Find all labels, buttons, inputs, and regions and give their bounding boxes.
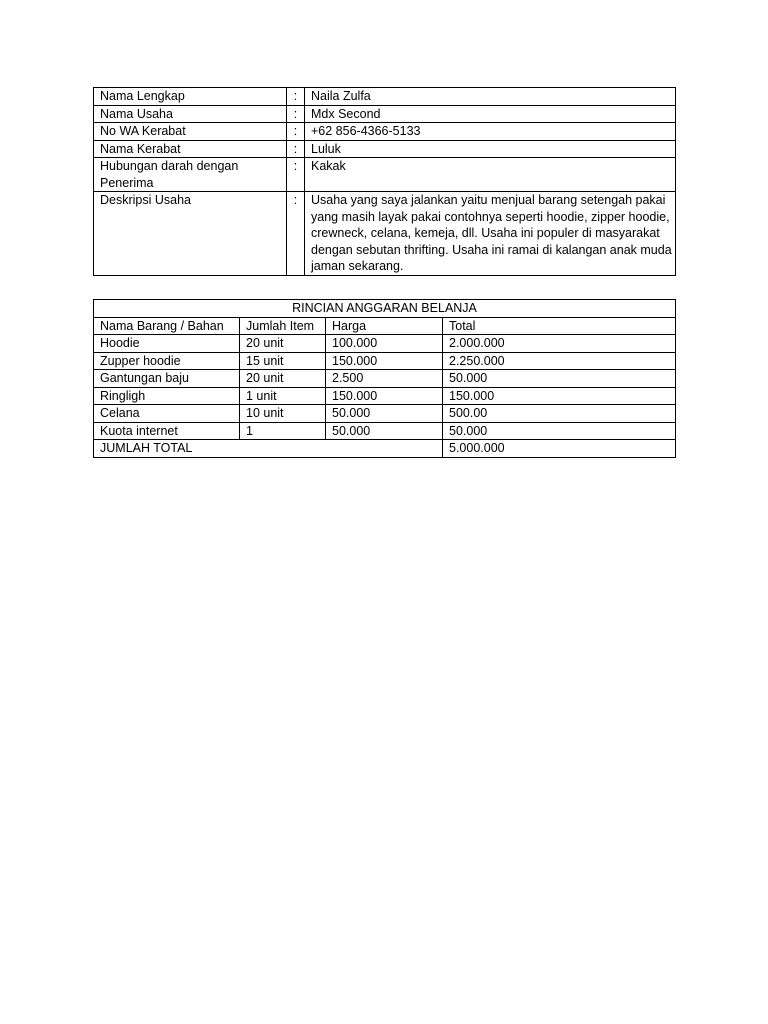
table-row bbox=[94, 370, 676, 388]
item-price: 50.000 bbox=[326, 422, 443, 440]
item-quantity: 10 unit bbox=[240, 405, 326, 423]
item-price: 150.000 bbox=[326, 387, 443, 405]
item-total: 50.000 bbox=[443, 370, 676, 388]
column-header: Nama Barang / Bahan bbox=[94, 317, 240, 335]
column-header: Harga bbox=[326, 317, 443, 335]
table-row bbox=[94, 335, 676, 353]
item-name: Zupper hoodie bbox=[94, 352, 240, 370]
profile-value: Naila Zulfa bbox=[305, 88, 676, 106]
profile-value: Mdx Second bbox=[305, 105, 676, 123]
table-total-row bbox=[94, 440, 676, 458]
profile-separator: : bbox=[287, 88, 305, 106]
item-name: Ringligh bbox=[94, 387, 240, 405]
profile-label: Nama Lengkap bbox=[94, 88, 287, 106]
grand-total-value: 5.000.000 bbox=[443, 440, 676, 458]
profile-label: Deskripsi Usaha bbox=[94, 192, 287, 276]
table-header-row bbox=[94, 317, 676, 335]
item-price: 50.000 bbox=[326, 405, 443, 423]
profile-table bbox=[93, 87, 676, 276]
profile-label: No WA Kerabat bbox=[94, 123, 287, 141]
budget-title: RINCIAN ANGGARAN BELANJA bbox=[94, 300, 676, 318]
item-quantity: 1 unit bbox=[240, 387, 326, 405]
item-name: Kuota internet bbox=[94, 422, 240, 440]
column-header: Jumlah Item bbox=[240, 317, 326, 335]
table-row bbox=[94, 422, 676, 440]
table-row bbox=[94, 387, 676, 405]
profile-value: Luluk bbox=[305, 140, 676, 158]
profile-separator: : bbox=[287, 140, 305, 158]
item-price: 150.000 bbox=[326, 352, 443, 370]
item-total: 500.00 bbox=[443, 405, 676, 423]
item-total: 150.000 bbox=[443, 387, 676, 405]
table-row bbox=[94, 192, 676, 276]
table-row bbox=[94, 105, 676, 123]
item-quantity: 20 unit bbox=[240, 335, 326, 353]
item-quantity: 15 unit bbox=[240, 352, 326, 370]
profile-separator: : bbox=[287, 192, 305, 276]
table-row bbox=[94, 352, 676, 370]
profile-label: Nama Kerabat bbox=[94, 140, 287, 158]
profile-separator: : bbox=[287, 105, 305, 123]
profile-separator: : bbox=[287, 123, 305, 141]
profile-value: +62 856-4366-5133 bbox=[305, 123, 676, 141]
grand-total-label: JUMLAH TOTAL bbox=[94, 440, 443, 458]
item-quantity: 20 unit bbox=[240, 370, 326, 388]
table-row bbox=[94, 88, 676, 106]
item-total: 2.000.000 bbox=[443, 335, 676, 353]
profile-label: Nama Usaha bbox=[94, 105, 287, 123]
table-row bbox=[94, 140, 676, 158]
item-name: Celana bbox=[94, 405, 240, 423]
item-price: 2.500 bbox=[326, 370, 443, 388]
item-name: Gantungan baju bbox=[94, 370, 240, 388]
item-name: Hoodie bbox=[94, 335, 240, 353]
profile-separator: : bbox=[287, 158, 305, 192]
profile-value-description: Usaha yang saya jalankan yaitu menjual barang setengah pakai yang masih layak pakai contohnya seperti hoodie, zipper hoodie, crewneck, celana, kemeja, dll. Usaha ini populer di masyarakat dengan sebutan thrifting. Usaha ini ramai di kalangan anak muda jaman sekarang. bbox=[305, 192, 676, 276]
item-quantity: 1 bbox=[240, 422, 326, 440]
item-price: 100.000 bbox=[326, 335, 443, 353]
table-row bbox=[94, 405, 676, 423]
budget-table bbox=[93, 299, 676, 458]
table-title-row bbox=[94, 300, 676, 318]
item-total: 50.000 bbox=[443, 422, 676, 440]
profile-label: Hubungan darah dengan Penerima bbox=[94, 158, 287, 192]
profile-value: Kakak bbox=[305, 158, 676, 192]
item-total: 2.250.000 bbox=[443, 352, 676, 370]
table-row bbox=[94, 123, 676, 141]
table-row bbox=[94, 158, 676, 192]
column-header: Total bbox=[443, 317, 676, 335]
